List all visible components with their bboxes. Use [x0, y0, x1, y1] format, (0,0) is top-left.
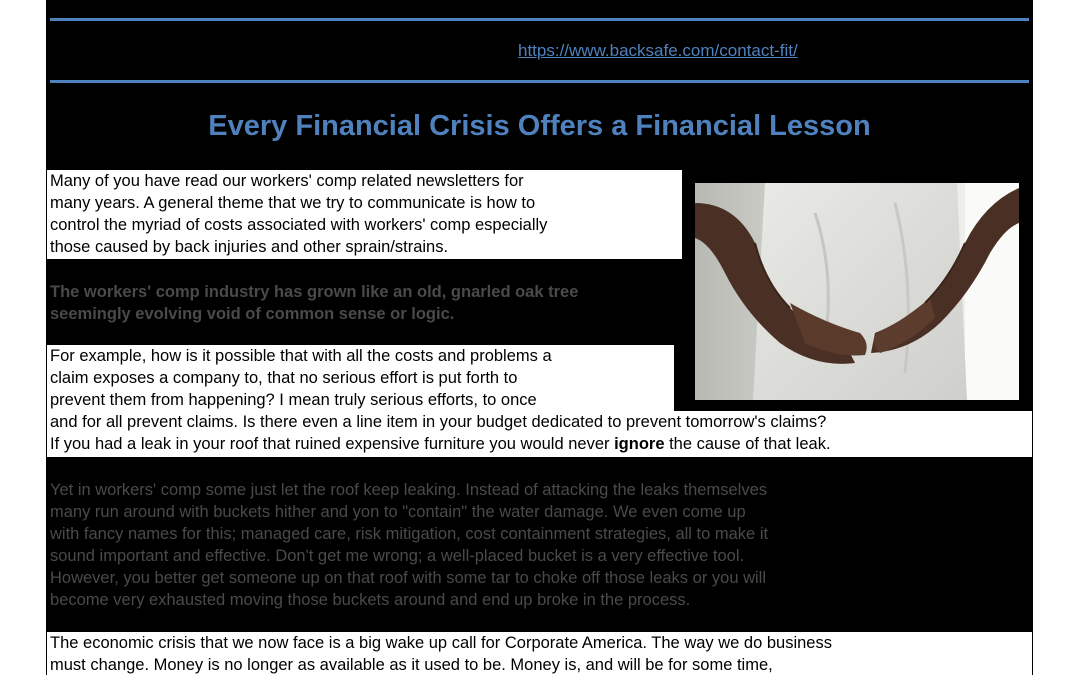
pull-quote	[50, 281, 690, 325]
contact-link[interactable]: https://www.backsafe.com/contact-fit/	[518, 41, 798, 60]
intro-line: control the myriad of costs associated with workers' comp especially	[50, 216, 548, 234]
economic-line: must change. Money is no longer as available as it used to be. Money is, and will be for some time,	[50, 656, 773, 674]
roof-leak-line: Yet in workers' comp some just let the roof keep leaking. Instead of attacking the leaks themselves	[50, 481, 768, 499]
newsletter-page	[46, 0, 1033, 675]
example-line: claim exposes a company to, that no serious effort is put forth to	[50, 369, 518, 387]
roof-leak-line: become very exhausted moving those buckets around and end up broke in the process.	[50, 591, 691, 609]
intro-line: those caused by back injuries and other sprain/strains.	[50, 238, 449, 256]
roof-leak-line: with fancy names for this; managed care, risk mitigation, cost containment strategies, all to make it	[50, 525, 769, 543]
back-pain-photo	[695, 183, 1019, 400]
pull-quote-line: seemingly evolving void of common sense or logic.	[50, 305, 455, 323]
header-rule-top	[50, 18, 1029, 21]
article-headline: Every Financial Crisis Offers a Financial Lesson	[208, 110, 871, 142]
emphasis-before: If you had a leak in your roof that ruined expensive furniture you would never	[50, 435, 615, 453]
roof-leak-line: sound important and effective. Don't get me wrong; a well-placed bucket is a very effective tool.	[50, 547, 745, 565]
emphasis-after: the cause of that leak.	[664, 435, 831, 453]
intro-line: many years. A general theme that we try to communicate is how to	[50, 194, 536, 212]
intro-line: Many of you have read our workers' comp related newsletters for	[50, 172, 524, 190]
roof-leak-line: However, you better get someone up on that roof with some tar to choke off those leaks or you will	[50, 569, 767, 587]
economic-line: The economic crisis that we now face is a big wake up call for Corporate America. The way we do business	[50, 634, 832, 652]
roof-leak-line: many run around with buckets hither and yon to "contain" the water damage. We even come up	[50, 503, 746, 521]
intro-paragraph	[47, 170, 682, 259]
example-line-emphasis	[50, 433, 1032, 455]
example-paragraph-continued	[47, 411, 1032, 457]
example-paragraph	[47, 345, 674, 411]
header-rule-bottom	[50, 80, 1029, 83]
emphasis-ignore: ignore	[614, 435, 665, 453]
example-line: prevent them from happening? I mean truly serious efforts, to once	[50, 391, 537, 409]
example-line: and for all prevent claims. Is there even a line item in your budget dedicated to prevent tomorrow's claims?	[50, 413, 827, 431]
roof-leak-paragraph	[50, 479, 1025, 611]
pull-quote-line: The workers' comp industry has grown like an old, gnarled oak tree	[50, 283, 579, 301]
example-line: For example, how is it possible that with all the costs and problems a	[50, 347, 552, 365]
back-pain-illustration	[695, 183, 1019, 400]
economic-crisis-paragraph	[47, 632, 1032, 675]
